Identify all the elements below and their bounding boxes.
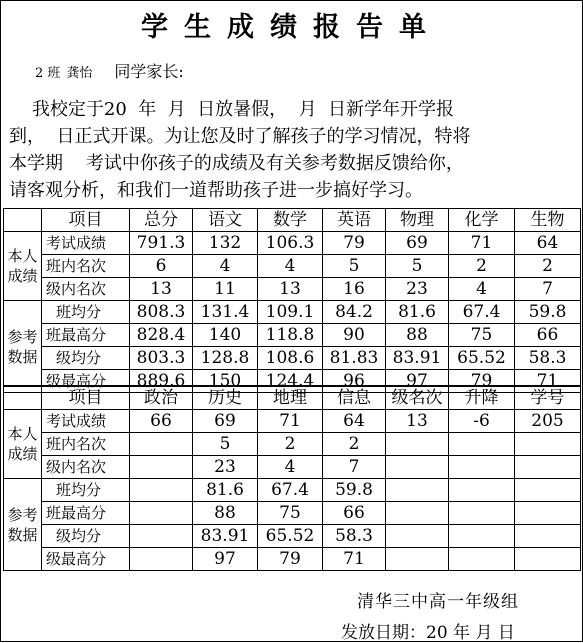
table-cell: 66 [323,502,386,525]
table-cell [386,525,449,548]
table-cell: 79 [258,548,323,571]
table-cell: 2 [323,433,386,456]
row-label: 级最高分 [42,370,130,393]
table-row [4,548,581,571]
table-cell: 83.91 [386,347,449,370]
table-cell: 65.52 [258,525,323,548]
table-row [4,525,581,548]
header-corner [4,209,42,232]
table-cell: 791.3 [130,232,193,255]
row-label: 班均分 [42,479,130,502]
table-cell: 13 [386,410,449,433]
table-header-row [4,209,581,232]
table-cell: 889.6 [130,370,193,393]
table-cell: 67.4 [449,301,515,324]
header-subject: 地理 [258,386,323,410]
letter-line-4: 请客观分析，和我们一道帮助孩子进一步搞好学习。 [9,180,423,201]
table-cell: 140 [193,324,258,347]
header-subject: 化学 [449,209,515,232]
header-corner [4,386,42,410]
table-cell: 6 [130,255,193,278]
table-cell: 96 [323,370,386,393]
table-cell: 5 [386,255,449,278]
table-row [4,232,581,255]
row-label: 级均分 [42,347,130,370]
table-cell [515,456,581,479]
table-row [4,456,581,479]
table-cell [130,456,193,479]
row-label: 班最高分 [42,324,130,347]
table-cell [449,525,515,548]
row-label: 班内名次 [42,255,130,278]
table-cell [130,525,193,548]
header-subject: 政治 [130,386,193,410]
table-row [4,255,581,278]
header-subject: 总分 [130,209,193,232]
table-cell: 131.4 [193,301,258,324]
group-label-self: 本人 成绩 [4,410,42,479]
table-cell: 4 [193,255,258,278]
table-cell [449,433,515,456]
table-cell: 81.83 [323,347,386,370]
table-cell: 7 [323,456,386,479]
greeting: 同学家长: [114,62,184,81]
table-cell: 828.4 [130,324,193,347]
table-cell: 106.3 [258,232,323,255]
table-cell: 66 [515,324,581,347]
table-row [4,347,581,370]
table-cell: 65.52 [449,347,515,370]
table-cell: 75 [258,502,323,525]
header-subject: 级名次 [386,386,449,410]
header-subject: 物理 [386,209,449,232]
table-cell: 205 [515,410,581,433]
table-cell [130,479,193,502]
row-label: 级最高分 [42,548,130,571]
table-cell: 11 [193,278,258,301]
table-cell [449,479,515,502]
grades-table-secondary [3,385,581,571]
table-cell: 150 [193,370,258,393]
table-cell [130,433,193,456]
issue-date: 发放日期：20 年 月 日 [341,623,515,643]
table-cell: 84.2 [323,301,386,324]
table-cell: 59.8 [323,479,386,502]
header-item-label: 项目 [42,386,130,410]
table-cell: -6 [449,410,515,433]
table-cell: 132 [193,232,258,255]
table-cell: 71 [323,548,386,571]
table-cell: 81.6 [386,301,449,324]
table-cell [515,433,581,456]
table-cell: 7 [515,278,581,301]
table-cell: 59.8 [515,301,581,324]
table-cell: 13 [258,278,323,301]
table-cell: 2 [258,433,323,456]
table-cell: 90 [323,324,386,347]
table-cell: 5 [323,255,386,278]
letter-line-1: 我校定于20 年 月 日放暑假， 月 日新学年开学报 [9,99,455,120]
table-cell [386,479,449,502]
page-title: 学生成绩报告单 [141,12,442,43]
table-cell [515,502,581,525]
table-cell: 64 [323,410,386,433]
table-cell: 81.6 [193,479,258,502]
table-cell [515,525,581,548]
table-cell: 71 [258,410,323,433]
table-cell: 23 [193,456,258,479]
table-cell: 124.4 [258,370,323,393]
table-cell: 118.8 [258,324,323,347]
table-cell: 108.6 [258,347,323,370]
table-cell: 5 [193,433,258,456]
table-cell: 79 [449,370,515,393]
group-label-self: 本人 成绩 [4,232,42,301]
table-cell: 67.4 [258,479,323,502]
table-cell: 83.91 [193,525,258,548]
header-item-label: 项目 [42,209,130,232]
table-cell: 71 [449,232,515,255]
table-cell: 75 [449,324,515,347]
table-cell: 58.3 [515,347,581,370]
table-cell [130,548,193,571]
row-label: 级内名次 [42,278,130,301]
table-row [4,410,581,433]
table-row [4,278,581,301]
table-cell [386,548,449,571]
table-cell [449,502,515,525]
table-cell [386,502,449,525]
row-label: 考试成绩 [42,232,130,255]
table-header-row [4,386,581,410]
header-subject: 学号 [515,386,581,410]
row-label: 班内名次 [42,433,130,456]
table-cell: 64 [515,232,581,255]
table-cell: 58.3 [323,525,386,548]
table-cell: 79 [323,232,386,255]
row-label: 级均分 [42,525,130,548]
table-cell: 69 [386,232,449,255]
header-subject: 数学 [258,209,323,232]
table-cell: 2 [515,255,581,278]
table-cell: 88 [386,324,449,347]
table-cell: 4 [258,255,323,278]
header-subject: 英语 [323,209,386,232]
table-row [4,324,581,347]
table-cell: 109.1 [258,301,323,324]
table-cell: 97 [386,370,449,393]
student-line [35,59,184,82]
table-cell [130,502,193,525]
group-label-reference: 参考 数据 [4,479,42,571]
table-cell: 97 [193,548,258,571]
table-cell [386,456,449,479]
table-cell [515,479,581,502]
table-cell: 4 [258,456,323,479]
table-cell: 2 [449,255,515,278]
table-cell: 808.3 [130,301,193,324]
table-cell [386,433,449,456]
header-subject: 信息 [323,386,386,410]
table-cell: 71 [515,370,581,393]
table-row [4,502,581,525]
student-class: 2 班 [35,66,61,81]
student-name: 龚怡 [66,66,93,81]
table-cell: 23 [386,278,449,301]
row-label: 班最高分 [42,502,130,525]
table-cell [515,548,581,571]
letter-line-3: 本学期 考试中你孩子的成绩及有关参考数据反馈给你， [9,153,464,174]
letter-line-2: 到， 日正式开课。为让您及时了解孩子的学习情况，特将 [9,126,471,147]
table-row [4,433,581,456]
table-cell: 16 [323,278,386,301]
row-label: 班均分 [42,301,130,324]
table-row [4,479,581,502]
header-subject: 历史 [193,386,258,410]
row-label: 考试成绩 [42,410,130,433]
table-cell: 66 [130,410,193,433]
grades-table-main [3,208,581,393]
table-cell: 4 [449,278,515,301]
table-cell: 803.3 [130,347,193,370]
header-subject: 语文 [193,209,258,232]
row-label: 级内名次 [42,456,130,479]
table-cell: 69 [193,410,258,433]
table-cell: 88 [193,502,258,525]
header-subject: 生物 [515,209,581,232]
table-cell: 13 [130,278,193,301]
school-name: 清华三中高一年级组 [357,592,519,612]
table-cell [449,548,515,571]
table-cell: 128.8 [193,347,258,370]
group-label-reference: 参考 数据 [4,301,42,393]
table-row [4,301,581,324]
header-subject: 升降 [449,386,515,410]
table-cell [449,456,515,479]
